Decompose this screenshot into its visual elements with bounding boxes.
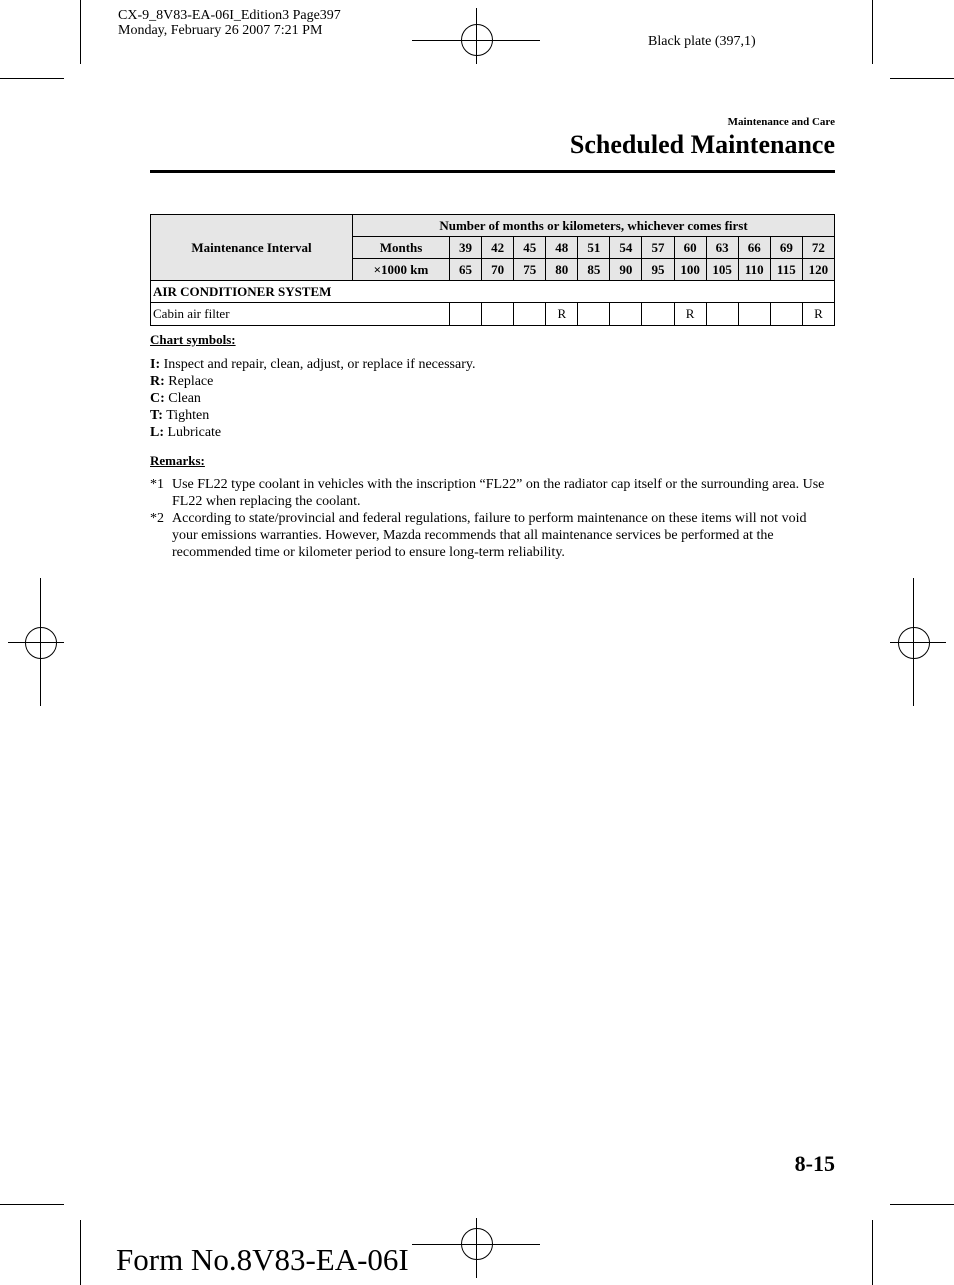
value-cell [770, 303, 802, 326]
print-header-line1: CX-9_8V83-EA-06I_Edition3 Page397 [118, 8, 341, 23]
km-cell: 120 [802, 259, 834, 281]
remark-text: According to state/provincial and federal regulations, failure to perform maintenance on these items will not void your emissions warranties. However, Mazda recommends that all maintenance services be performed at the recommended time or kilometer period to ensure long-term reliability. [172, 511, 807, 560]
symbol-key: C: [150, 391, 165, 406]
km-cell: 65 [450, 259, 482, 281]
month-cell: 45 [514, 237, 546, 259]
month-cell: 39 [450, 237, 482, 259]
remark-mark: *2 [150, 511, 164, 526]
symbol-item [150, 407, 475, 424]
title-rule [150, 170, 835, 173]
group-row [151, 281, 835, 303]
symbol-text: Inspect and repair, clean, adjust, or replace if necessary. [160, 357, 476, 372]
value-cell [642, 303, 674, 326]
plate-label: Black plate (397,1) [648, 34, 756, 49]
month-cell: 63 [706, 237, 738, 259]
chart-symbols-heading: Chart symbols: [150, 332, 236, 347]
month-cell: 48 [546, 237, 578, 259]
symbol-key: T: [150, 408, 163, 423]
value-cell: R [674, 303, 706, 326]
km-cell: 110 [738, 259, 770, 281]
month-cell: 69 [770, 237, 802, 259]
month-cell: 72 [802, 237, 834, 259]
km-label-cell: ×1000 km [353, 259, 450, 281]
symbol-item [150, 356, 475, 373]
month-cell: 42 [482, 237, 514, 259]
km-cell: 95 [642, 259, 674, 281]
section-label: Maintenance and Care [727, 116, 835, 128]
km-cell: 85 [578, 259, 610, 281]
remark-mark: *1 [150, 477, 164, 492]
symbol-item [150, 390, 475, 407]
interval-label-cell: Maintenance Interval [151, 215, 353, 281]
symbol-text: Replace [164, 374, 214, 389]
table-row [151, 303, 835, 326]
value-cell [482, 303, 514, 326]
km-cell: 75 [514, 259, 546, 281]
value-cell [450, 303, 482, 326]
remark-note [150, 510, 830, 561]
page-number: 8-15 [794, 1151, 835, 1176]
symbol-text: Clean [164, 391, 201, 406]
km-cell: 70 [482, 259, 514, 281]
value-cell: R [546, 303, 578, 326]
group-cell: AIR CONDITIONER SYSTEM [151, 281, 835, 303]
km-cell: 105 [706, 259, 738, 281]
km-cell: 90 [610, 259, 642, 281]
month-cell: 51 [578, 237, 610, 259]
month-cell: 54 [610, 237, 642, 259]
symbol-item [150, 424, 475, 441]
page-title: Scheduled Maintenance [569, 130, 835, 159]
symbol-key: L: [150, 425, 164, 440]
top-header-cell: Number of months or kilometers, whichever comes first [353, 215, 835, 237]
symbol-item [150, 373, 475, 390]
km-cell: 80 [546, 259, 578, 281]
value-cell [514, 303, 546, 326]
value-cell [610, 303, 642, 326]
symbol-text: Tighten [162, 408, 210, 423]
chart-symbols-list [150, 356, 475, 441]
remark-note [150, 476, 830, 510]
month-cell: 60 [674, 237, 706, 259]
months-label-cell: Months [353, 237, 450, 259]
value-cell [706, 303, 738, 326]
month-cell: 66 [738, 237, 770, 259]
km-cell: 115 [770, 259, 802, 281]
print-header-line2: Monday, February 26 2007 7:21 PM [118, 23, 323, 38]
print-header [118, 8, 341, 38]
month-cell: 57 [642, 237, 674, 259]
item-label-cell: Cabin air filter [151, 303, 450, 326]
value-cell [738, 303, 770, 326]
symbol-key: I: [150, 357, 161, 372]
form-number: Form No.8V83-EA-06I [116, 1242, 409, 1277]
remark-text: Use FL22 type coolant in vehicles with the inscription “FL22” on the radiator cap itself or the surrounding area. Use FL22 when replacing the coolant. [172, 477, 825, 509]
km-cell: 100 [674, 259, 706, 281]
value-cell [578, 303, 610, 326]
symbol-key: R: [150, 374, 165, 389]
symbol-text: Lubricate [164, 425, 222, 440]
value-cell: R [802, 303, 834, 326]
maintenance-table [150, 214, 835, 326]
remarks-heading: Remarks: [150, 453, 205, 468]
